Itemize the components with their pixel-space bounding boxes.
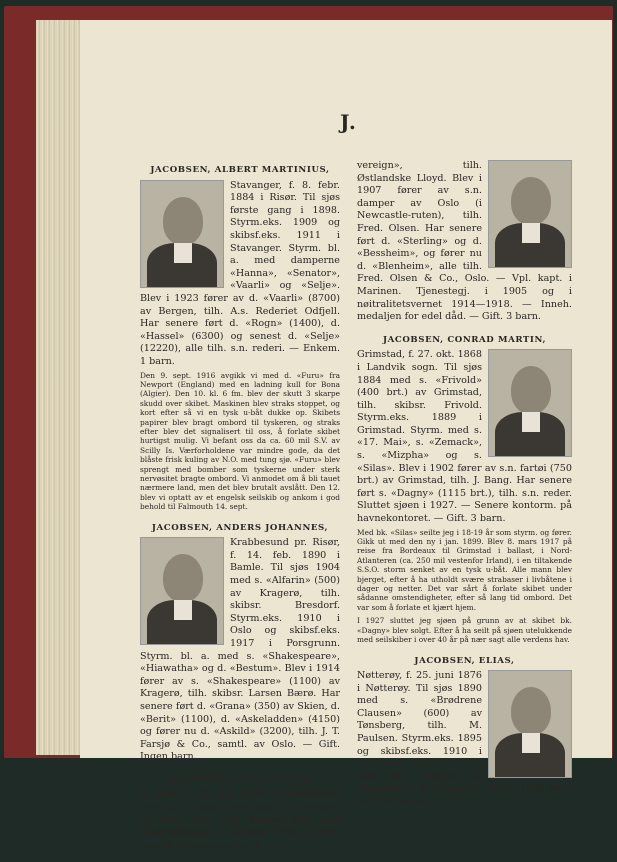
entry-text: Nøtterøy, f. 25. juni 1876 i Nøtterøy. Til sjøs 1890 med s. «Brødrene Clausen» (600) av Tønsberg, tilh. M. Paulsen. Styrm.eks. 1895 og skibsf.eks. 1910 i Tønsberg. Styrm. bl. a. med bk. «Daisy», d. «Aquila» og d. «Dagland». Blev i 1909 fører av d. «Aquila» bbox=[357, 670, 572, 808]
entry-heading: JACOBSEN, ELIAS, bbox=[414, 655, 515, 666]
left-column bbox=[140, 160, 340, 862]
entry-note-2: I 1927 sluttet jeg sjøen på grunn av at skibet bk. «Dagny» blev solgt. Efter å ha seilt på sjøen utelukkende med seilskiber i over 40 år på nær sagt alle verdens hav. bbox=[357, 616, 572, 645]
entry-heading: JACOBSEN, CARL GUSTAV, bbox=[168, 774, 312, 785]
entry-carl-continued bbox=[357, 160, 572, 324]
page-edges bbox=[36, 20, 86, 755]
book-page bbox=[80, 20, 612, 851]
entry-carl bbox=[140, 774, 340, 853]
entry-text: Krabbesund pr. Risør, f. 14. feb. 1890 i Bamle. Til sjøs 1904 med s. «Alfarin» (500) av Kragerø, tilh. skibsr. Bresdorf. Styrm.eks. 1910 i Oslo og skibsf.eks. 1917 i Porsgrunn. Styrm. bl. a. med s. «Shakespeare», «Hiawatha» og d. «Bestum». Blev i 1914 fører av s. «Shakespeare» (1100) av Kragerø, tilh. skibsr. Larsen Bærø. Har senere ført d. «Grana» (350) av Skien, d. «Berit» (1100), d. «Askeladden» (4150) og fører nu d. «Askild» (3200), tilh. J. T. Farsjø & Co., samtl. av Oslo. — Gift. Ingen barn. bbox=[140, 537, 340, 763]
entry-note: Med bk. «Silas» seilte jeg i 18-19 år som styrm. og fører. Gikk ut med den ny i jan. 1899. Blev 8. mars 1917 på reise fra Bordeaux til Grimstad i ballast, i Nord-Atlanteren (ca. 250 mil vestenfor Irland), i en tiltakende S.S.O. storm senket av en tysk u-båt. Alle mann blev bjerget, efter å ha utholdt svære strabaser i livbåtene i dager og netter. Det var sårt å forlate skibet under sådanne omstendigheter, efter så lang tid ombord. Det var som å forlate et kjært hjem. bbox=[357, 527, 572, 612]
portrait-photo bbox=[140, 180, 224, 288]
entry-text: Stavanger, f. 8. febr. 1884 i Risør. Til sjøs første gang i 1898. Styrm.eks. 1909 og skibsf.eks. 1911 i Stavanger. Styrm. bl. a. med damperne «Hanna», «Senator», «Vaarli» og «Selje». Blev i 1923 fører av d. «Vaarli» (8700) av Bergen, tilh. A.s. Rederiet Odfjell. Har senere ført d. «Rogn» (1400), d. «Hassel» (6300) og senest d. «Selje» (12220), alle tilh. s.n. rederi. — Enkem. 1 barn. bbox=[140, 179, 340, 367]
entry-text: V. Aker, f. 23. juli 1878 i Queenstown (Irland). Til sjøs 1894 med s. «Seringa» av Oslo, tilh. Chr. Møller. Eks. ved Sjøkrigsskolen i Horten 1899. Styrm. med d. «Memento» og d. «So- bbox=[140, 789, 340, 851]
entry-text: Grimstad, f. 27. okt. 1868 i Landvik sogn. Til sjøs 1884 med s. «Frivold» (400 brt.) av Grimstad, tilh. skibsr. Frivold. Styrm.eks. 1889 i Grimstad. Styrm. med s. «17. Mai», s. «Zemack», s. «Mizpha» og s. «Silas». Blev i 1902 fører av s.n. fartøi (750 brt.) av Grimstad, tilh. J. Bang. Har senere ført s. «Dagny» (1115 brt.), tilh. s.n. reder. Sluttet sjøen i 1927. — Senere kontorm. på havnekontoret. — Gift. 3 barn. bbox=[357, 349, 572, 525]
entry-heading: JACOBSEN, CONRAD MARTIN, bbox=[382, 334, 547, 345]
entry-note: Den 9. sept. 1916 avgikk vi med d. «Furu» fra Newport (England) med en ladning kull for Bona (Algier). Den 10. kl. 6 fm. blev der skutt 3 skarpe skudd over skibet. Maskinen blev straks stoppet, og kort efter så vi en tysk u-båt dukke op. Skibets papirer blev bragt ombord til tyskeren, og straks efter blev det signalisert til oss, å forlate skibet hurtigst mulig. Vi befant oss da ca. 60 mil S.V. av Scilly Is. Værforholdene var mindre gode, da det blåste frisk kuling av N.O. med tung sjø. «Furu» blev sprengt med bomber som tyskerne under sterk nervøsitet bragte ombord. Vi anmodet om å bli tauet nærmere land, men det blev brutalt avslått. Den 12. blev vi optatt av et engelsk seilskib og ankom i god behold til Falmouth 14. sept. bbox=[140, 370, 340, 512]
portrait-photo bbox=[488, 349, 572, 457]
entry-conrad bbox=[357, 334, 572, 645]
entry-anders bbox=[140, 522, 340, 764]
section-letter: J. bbox=[340, 110, 357, 134]
portrait-photo bbox=[140, 537, 224, 645]
entry-heading: JACOBSEN, ALBERT MARTINIUS, bbox=[150, 165, 330, 175]
entry-heading: JACOBSEN, ANDERS JOHANNES, bbox=[151, 522, 329, 533]
portrait-photo-captain bbox=[488, 160, 572, 268]
portrait-photo bbox=[488, 670, 572, 778]
entry-albert bbox=[140, 164, 340, 512]
right-column bbox=[357, 160, 572, 819]
entry-elias bbox=[357, 655, 572, 809]
entry-text: vereign», tilh. Østlandske Lloyd. Blev i 1907 fører av s.n. damper av Oslo (i Newcastle-ruten), tilh. Fred. Olsen. Har senere ført d. «Sterling» og d. «Bessheim», og fører nu d. «Blenheim», alle tilh. Fred. Olsen & Co., Oslo. — Vpl. kapt. i Marinen. Tjenestegj. i 1905 og i nøitralitetsvernet 1914—1918. — Inneh. medaljen for edel dåd. — Gift. 3 barn. bbox=[357, 160, 572, 323]
